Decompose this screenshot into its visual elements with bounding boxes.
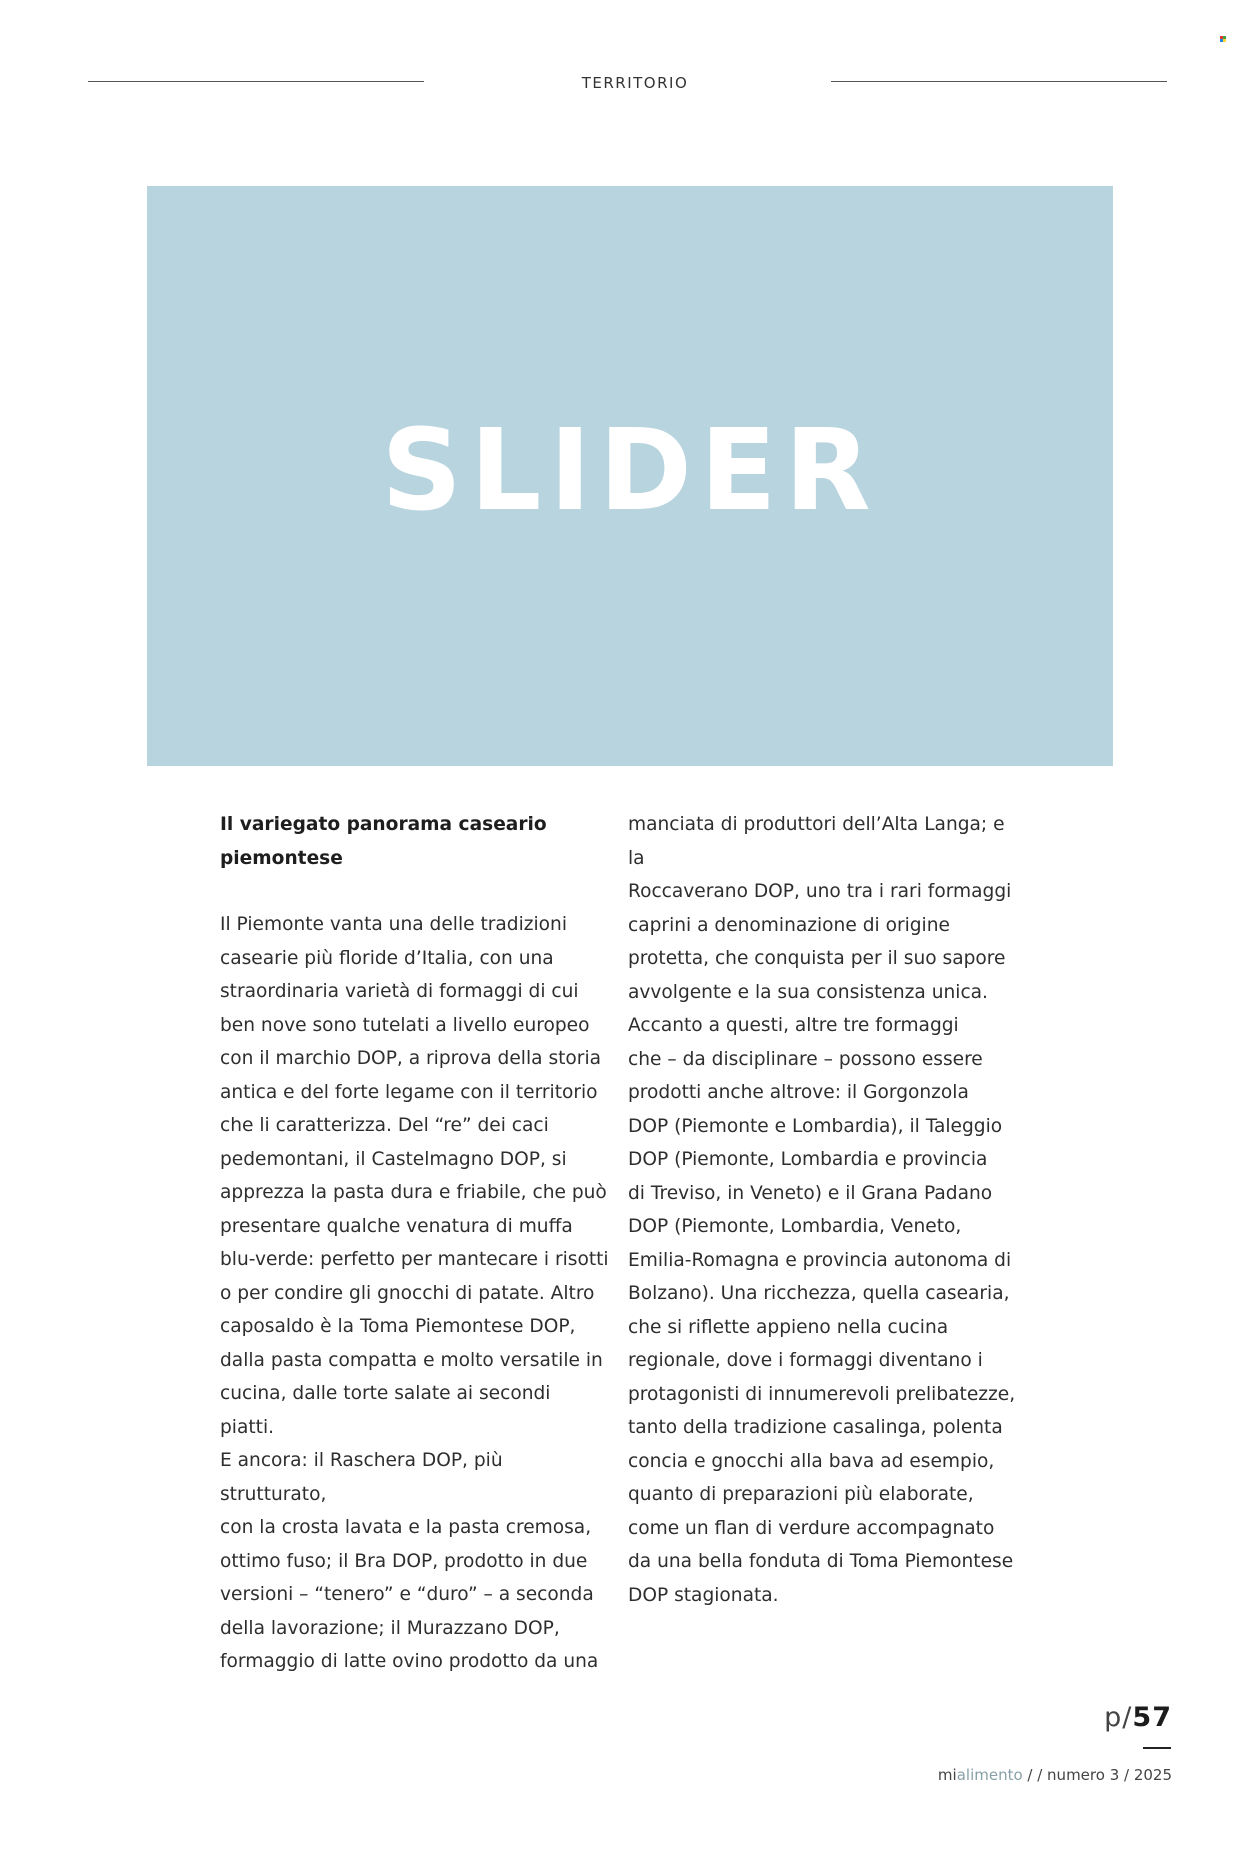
body-text-line: ben nove sono tutelati a livello europeo bbox=[220, 1014, 590, 1036]
page-number-value: 57 bbox=[1132, 1702, 1172, 1733]
body-text-line: con la crosta lavata e la pasta cremosa, bbox=[220, 1517, 592, 1538]
article-body-left bbox=[220, 908, 610, 1679]
body-text-line: caposaldo è la Toma Piemontese DOP, bbox=[220, 1316, 576, 1337]
brand-name-light: alimento bbox=[956, 1766, 1023, 1784]
color-mark-icon bbox=[1220, 36, 1227, 43]
body-text-line: prodotti anche altrove: il Gorgonzola bbox=[628, 1082, 969, 1103]
section-label: TERRITORIO bbox=[581, 74, 689, 92]
article-column-left bbox=[220, 808, 610, 1679]
body-text-line: Roccaverano DOP, uno tra i rari formaggi bbox=[628, 881, 1012, 902]
brand-name-bold: mi bbox=[937, 1766, 957, 1784]
body-text-line: o per condire gli gnocchi di patate. Altro bbox=[220, 1282, 595, 1304]
page-number bbox=[1104, 1702, 1172, 1733]
subtitle-line: piemontese bbox=[220, 847, 343, 869]
body-text-line: tanto della tradizione casalinga, polenta bbox=[628, 1417, 1003, 1438]
footer-issue bbox=[938, 1766, 1172, 1784]
page-number-rule bbox=[1143, 1747, 1171, 1749]
body-text-line: straordinaria varietà di formaggi di cui bbox=[220, 981, 579, 1002]
hero-banner bbox=[147, 186, 1113, 766]
article-body-right bbox=[628, 808, 1018, 1612]
body-text-line: della lavorazione; il Murazzano DOP, bbox=[220, 1617, 560, 1639]
body-text-line: protagonisti di innumerevoli prelibatezze, bbox=[628, 1383, 1016, 1405]
article-column-right bbox=[628, 808, 1018, 1612]
body-text-line: apprezza la pasta dura e friabile, che può bbox=[220, 1182, 607, 1203]
body-text-line: che li caratterizza. Del “re” dei caci bbox=[220, 1115, 549, 1136]
page-prefix: p/ bbox=[1104, 1702, 1133, 1733]
body-text-line: antica e del forte legame con il territorio bbox=[220, 1081, 598, 1103]
header-rule-right bbox=[831, 81, 1167, 82]
subtitle-line: Il variegato panorama caseario bbox=[220, 814, 547, 835]
issue-info: / / numero 3 / 2025 bbox=[1022, 1766, 1172, 1784]
body-text-line: casearie più floride d’Italia, con una bbox=[220, 947, 554, 969]
body-text-line: presentare qualche venatura di muffa bbox=[220, 1215, 573, 1237]
body-text-line: Emilia-Romagna e provincia autonoma di bbox=[628, 1249, 1012, 1271]
body-text-line: DOP (Piemonte e Lombardia), il Taleggio bbox=[628, 1115, 1003, 1137]
body-text-line: con il marchio DOP, a riprova della storia bbox=[220, 1048, 601, 1069]
body-text-line: DOP (Piemonte, Lombardia e provincia bbox=[628, 1149, 988, 1170]
body-text-line: protetta, che conquista per il suo sapore bbox=[628, 948, 1006, 969]
body-text-line: di Treviso, in Veneto) e il Grana Padano bbox=[628, 1182, 993, 1204]
body-text-line: E ancora: il Raschera DOP, più strutturato, bbox=[220, 1450, 503, 1505]
body-text-line: quanto di preparazioni più elaborate, bbox=[628, 1484, 974, 1505]
body-text-line: manciata di produttori dell’Alta Langa; e la bbox=[628, 814, 1005, 869]
body-text-line: ottimo fuso; il Bra DOP, prodotto in due bbox=[220, 1550, 588, 1572]
body-text-line: concia e gnocchi alla bava ad esempio, bbox=[628, 1450, 995, 1472]
body-text-line: versioni – “tenero” e “duro” – a seconda bbox=[220, 1584, 594, 1605]
body-text-line: Bolzano). Una ricchezza, quella casearia, bbox=[628, 1283, 1010, 1304]
article-subtitle bbox=[220, 808, 610, 875]
body-text-line: DOP (Piemonte, Lombardia, Veneto, bbox=[628, 1216, 962, 1237]
body-text-line: formaggio di latte ovino prodotto da una bbox=[220, 1651, 599, 1672]
body-text-line: dalla pasta compatta e molto versatile in bbox=[220, 1349, 603, 1371]
body-text-line: che – da disciplinare – possono essere bbox=[628, 1048, 983, 1070]
header-rule-left bbox=[88, 81, 424, 82]
body-text-line: avvolgente e la sua consistenza unica. bbox=[628, 981, 988, 1003]
body-text-line: regionale, dove i formaggi diventano i bbox=[628, 1350, 983, 1371]
body-text-line: Accanto a questi, altre tre formaggi bbox=[628, 1015, 959, 1036]
body-text-line: da una bella fonduta di Toma Piemontese bbox=[628, 1551, 1014, 1572]
body-text-line: come un flan di verdure accompagnato bbox=[628, 1517, 995, 1539]
body-text-line: pedemontani, il Castelmagno DOP, si bbox=[220, 1148, 567, 1170]
body-text-line: blu-verde: perfetto per mantecare i risotti bbox=[220, 1249, 609, 1270]
hero-title: SLIDER bbox=[381, 406, 879, 536]
body-text-line: DOP stagionata. bbox=[628, 1584, 779, 1606]
body-text-line: cucina, dalle torte salate ai secondi piatti. bbox=[220, 1383, 551, 1438]
body-text-line: Il Piemonte vanta una delle tradizioni bbox=[220, 914, 568, 935]
body-text-line: caprini a denominazione di origine bbox=[628, 914, 950, 936]
body-text-line: che si riflette appieno nella cucina bbox=[628, 1316, 949, 1338]
